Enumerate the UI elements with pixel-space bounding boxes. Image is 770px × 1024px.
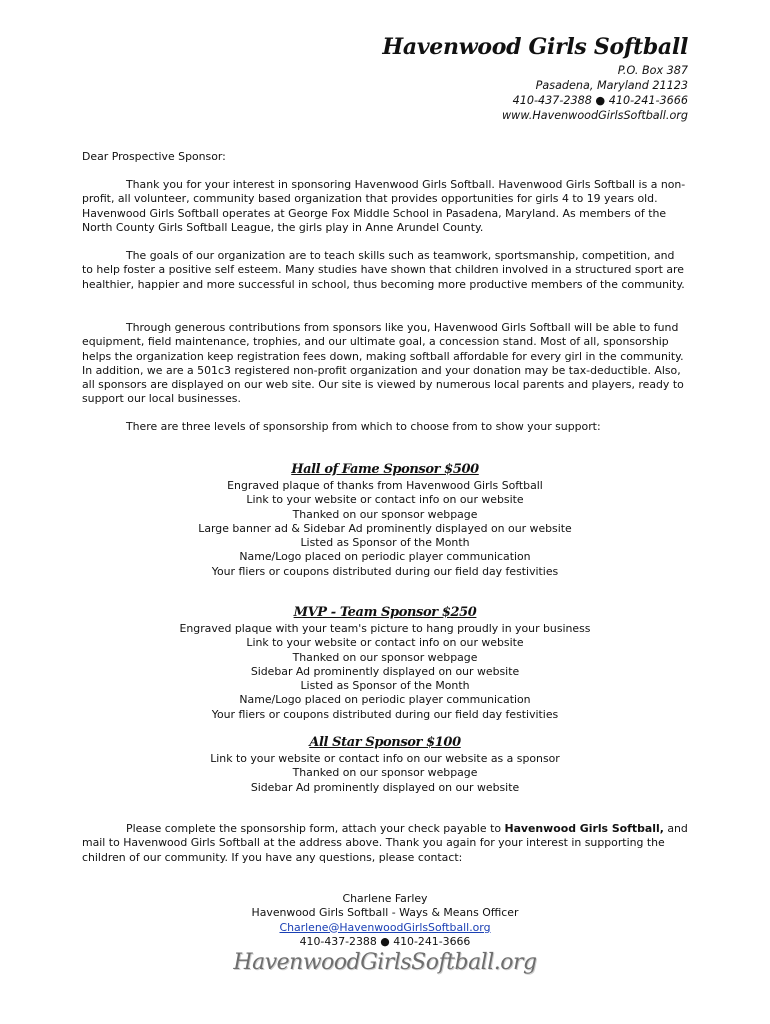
footer-website-logo: HavenwoodGirlsSoftball.org: [233, 950, 537, 975]
level-title: MVP - Team Sponsor $250: [293, 605, 477, 620]
benefit-item: Listed as Sponsor of the Month: [300, 679, 470, 693]
benefit-item: Large banner ad & Sidebar Ad prominently displayed on our website: [198, 521, 572, 535]
sponsor-level-mvp-team: [82, 605, 688, 722]
closing-text-start: Please complete the sponsorship form, attach your check payable to: [126, 822, 505, 835]
closing-text-end: and mail to Havenwood Girls Softball at the address above. Thank you again for your interest in supporting the children of our community. If you have any questions, please contact:: [82, 822, 688, 864]
benefit-item: Your fliers or coupons distributed during our field day festivities: [211, 707, 559, 721]
benefit-item: Engraved plaque with your team's picture to hang proudly in your business: [179, 622, 591, 635]
contact-phones: 410-437-2388 ● 410-241-3666: [299, 934, 471, 948]
sponsor-level-all-star: [82, 735, 688, 795]
org-name-heading: Havenwood Girls Softball: [382, 34, 688, 60]
benefit-item: Your fliers or coupons distributed during our field day festivities: [211, 564, 559, 578]
city-state-zip: Pasadena, Maryland 21123: [535, 79, 688, 92]
contact-block: [82, 892, 688, 949]
benefit-item: Thanked on our sponsor webpage: [292, 650, 478, 664]
intro-paragraph: Thank you for your interest in sponsoring Havenwood Girls Softball. Havenwood Girls Softball is a non-profit, all volunteer, community based organization that provides opportunities for girls 4 to 19 years old. Havenwood Girls Softball operates at George Fox Middle School in Pasadena, Maryland. As members of the North County Girls Softball League, the girls play in Anne Arundel County.: [82, 178, 686, 234]
contact-name: Charlene Farley: [342, 892, 428, 905]
contact-title: Havenwood Girls Softball - Ways & Means Officer: [251, 906, 519, 920]
level-title: Hall of Fame Sponsor $500: [291, 462, 479, 477]
letterhead: [382, 34, 688, 123]
benefit-item: Thanked on our sponsor webpage: [292, 766, 478, 780]
benefit-item: Engraved plaque of thanks from Havenwood Girls Softball: [227, 479, 543, 492]
benefit-item: Sidebar Ad prominently displayed on our website: [250, 664, 520, 678]
benefit-item: Sidebar Ad prominently displayed on our website: [250, 780, 520, 794]
payee-name: Havenwood Girls Softball,: [504, 822, 664, 835]
benefit-item: Listed as Sponsor of the Month: [300, 536, 470, 550]
po-box: P.O. Box 387: [617, 64, 688, 77]
contributions-paragraph: Through generous contributions from sponsors like you, Havenwood Girls Softball will be able to fund equipment, field maintenance, trophies, and our ultimate goal, a concession stand. Most of all, sponsorship helps the organization keep registration fees down, making softball affordable for every girl in the community. In addition, we are a 501c3 registered non-profit organization and your donation may be tax-deductible. Also, all sponsors are displayed on our web site. Our site is viewed by numerous local parents and players, ready to support our local businesses.: [82, 321, 684, 406]
salutation: Dear Prospective Sponsor:: [82, 150, 226, 163]
sponsor-level-hall-of-fame: [82, 462, 688, 579]
benefit-item: Link to your website or contact info on our website: [246, 636, 524, 650]
website-address: www.HavenwoodGirlsSoftball.org: [502, 109, 688, 122]
benefit-item: Link to your website or contact info on our website as a sponsor: [210, 752, 560, 765]
goals-paragraph: The goals of our organization are to teach skills such as teamwork, sportsmanship, competition, and to help foster a positive self esteem. Many studies have shown that children involved in a structured sport are healthier, happier and more successful in school, thus becoming more productive members of the community.: [82, 249, 685, 291]
levels-intro-paragraph: There are three levels of sponsorship from which to choose from to show your support:: [126, 420, 601, 433]
contact-email-link[interactable]: Charlene@HavenwoodGirlsSoftball.org: [279, 920, 491, 934]
closing-paragraph: [82, 822, 688, 865]
benefit-item: Name/Logo placed on periodic player communication: [239, 693, 531, 707]
level-title: All Star Sponsor $100: [309, 735, 461, 750]
phone-numbers: 410-437-2388 ● 410-241-3666: [512, 94, 688, 107]
benefit-item: Thanked on our sponsor webpage: [292, 507, 478, 521]
benefit-item: Name/Logo placed on periodic player communication: [239, 550, 531, 564]
benefit-item: Link to your website or contact info on our website: [246, 493, 524, 507]
